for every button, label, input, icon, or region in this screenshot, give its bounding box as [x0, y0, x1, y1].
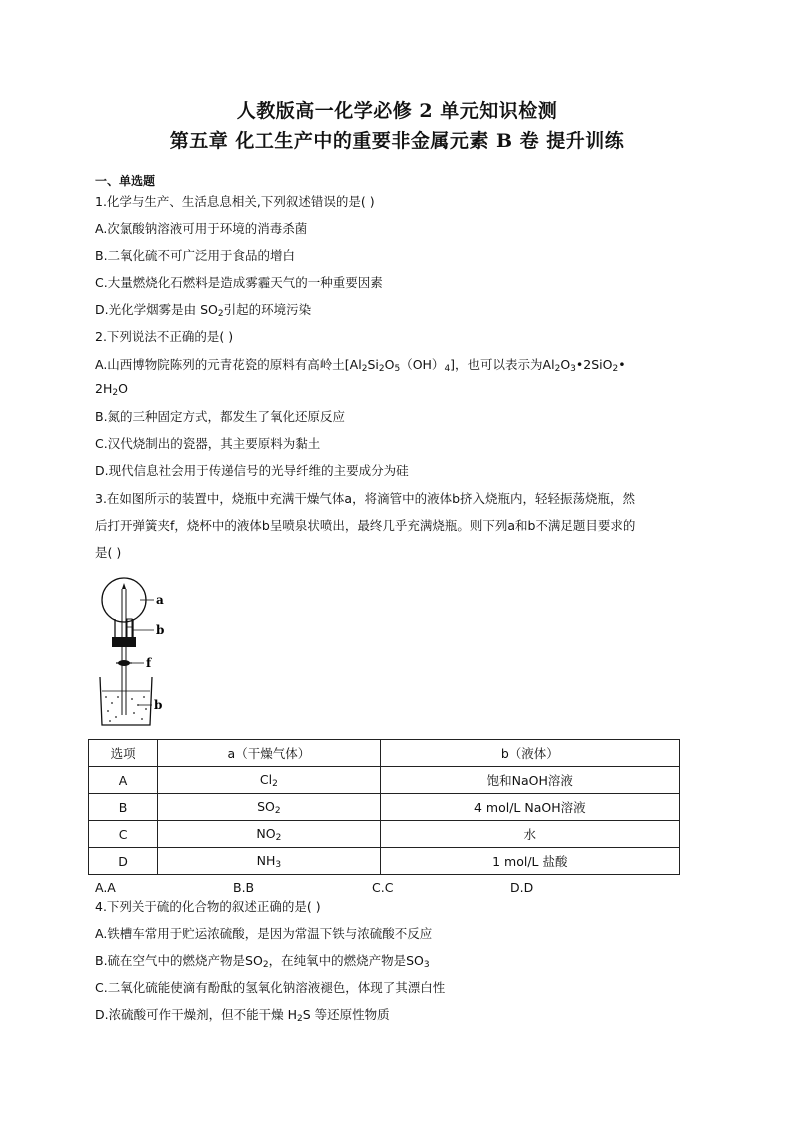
q2-stem: 2.下列说法不正确的是( ): [95, 329, 234, 344]
q4-stem: 4.下列关于硫的化合物的叙述正确的是( ): [95, 899, 321, 914]
q2-option-a: A.山西博物院陈列的元青花瓷的原料有高岭土$[Al_2Si_2O_5(OH)_4]$，也可以表示为$Al_2O_3•2SiO_2•$: [95, 357, 626, 374]
table-cell: 水: [380, 821, 679, 848]
q3-choice-a: A.A: [95, 880, 116, 895]
table-cell: B: [89, 794, 158, 821]
q3-choice-c: C.C: [372, 880, 394, 895]
table-cell: $NH_3$: [158, 848, 380, 875]
table-cell: D: [89, 848, 158, 875]
document-title: 人教版高一化学必修 2 单元知识检测: [236, 100, 558, 122]
q4-option-d: D.浓硫酸可作干燥剂，但不能干燥 $H_2S$ 等还原性物质: [95, 1007, 390, 1024]
table-row: [89, 821, 680, 848]
document-subtitle: 第五章 化工生产中的重要非金属元素 B 卷 提升训练: [169, 130, 625, 152]
q4-option-b: B.硫在空气中的燃烧产物是$SO_2$，在纯氧中的燃烧产物是$SO_3$: [95, 953, 430, 970]
q3-stem-line3: 是( ): [95, 545, 122, 560]
q1-stem: 1.化学与生产、生活息息相关,下列叙述错误的是( ): [95, 194, 375, 209]
table-cell: C: [89, 821, 158, 848]
table-cell: A: [89, 767, 158, 794]
table-header: a（干燥气体）: [158, 740, 380, 767]
table-cell: 1 mol/L 盐酸: [380, 848, 679, 875]
table-cell: $SO_2$: [158, 794, 380, 821]
options-table: [88, 739, 680, 875]
q1-option-c: C.大量燃烧化石燃料是造成雾霾天气的一种重要因素: [95, 275, 383, 290]
table-header: b（液体）: [380, 740, 679, 767]
diagram-label-b-bottom: b: [154, 698, 163, 712]
diagram-label-b-top: b: [156, 623, 165, 637]
fountain-apparatus-diagram: [96, 575, 176, 734]
q1-option-b: B.二氧化硫不可广泛用于食品的增白: [95, 248, 296, 263]
table-cell: $Cl_2$: [158, 767, 380, 794]
section-heading: 一、单选题: [95, 174, 156, 188]
q2-option-c: C.汉代烧制出的瓷器，其主要原料为黏土: [95, 436, 321, 451]
q2-option-d: D.现代信息社会用于传递信号的光导纤维的主要成分为硅: [95, 463, 409, 478]
q1-option-d: D.光化学烟雾是由 $SO_2$引起的环境污染: [95, 302, 312, 319]
table-cell: 4 mol/L NaOH溶液: [380, 794, 679, 821]
table-header: 选项: [89, 740, 158, 767]
q3-choice-b: B.B: [233, 880, 255, 895]
q3-stem-line1: 3.在如图所示的装置中，烧瓶中充满干燥气体a，将滴管中的液体b挤入烧瓶内，轻轻振荡烧瓶，然: [95, 491, 636, 506]
table-cell: $NO_2$: [158, 821, 380, 848]
q1-option-a: A.次氯酸钠溶液可用于环境的消毒杀菌: [95, 221, 308, 236]
table-row: [89, 767, 680, 794]
q3-stem-line2: 后打开弹簧夹f，烧杯中的液体b呈喷泉状喷出，最终几乎充满烧瓶。则下列a和b不满足题目要求的: [95, 518, 636, 533]
q2-option-b: B.氮的三种固定方式，都发生了氧化还原反应: [95, 409, 346, 424]
table-header-row: [89, 740, 680, 767]
q2-option-a-cont: $2H_2O$: [95, 381, 128, 398]
table-cell: 饱和NaOH溶液: [380, 767, 679, 794]
diagram-label-f: f: [146, 656, 152, 670]
table-row: [89, 794, 680, 821]
q4-option-c: C.二氧化硫能使滴有酚酞的氢氧化钠溶液褪色，体现了其漂白性: [95, 980, 446, 995]
q3-choice-d: D.D: [510, 880, 534, 895]
table-row: [89, 848, 680, 875]
q4-option-a: A.铁槽车常用于贮运浓硫酸，是因为常温下铁与浓硫酸不反应: [95, 926, 433, 941]
diagram-label-a: a: [156, 593, 164, 607]
